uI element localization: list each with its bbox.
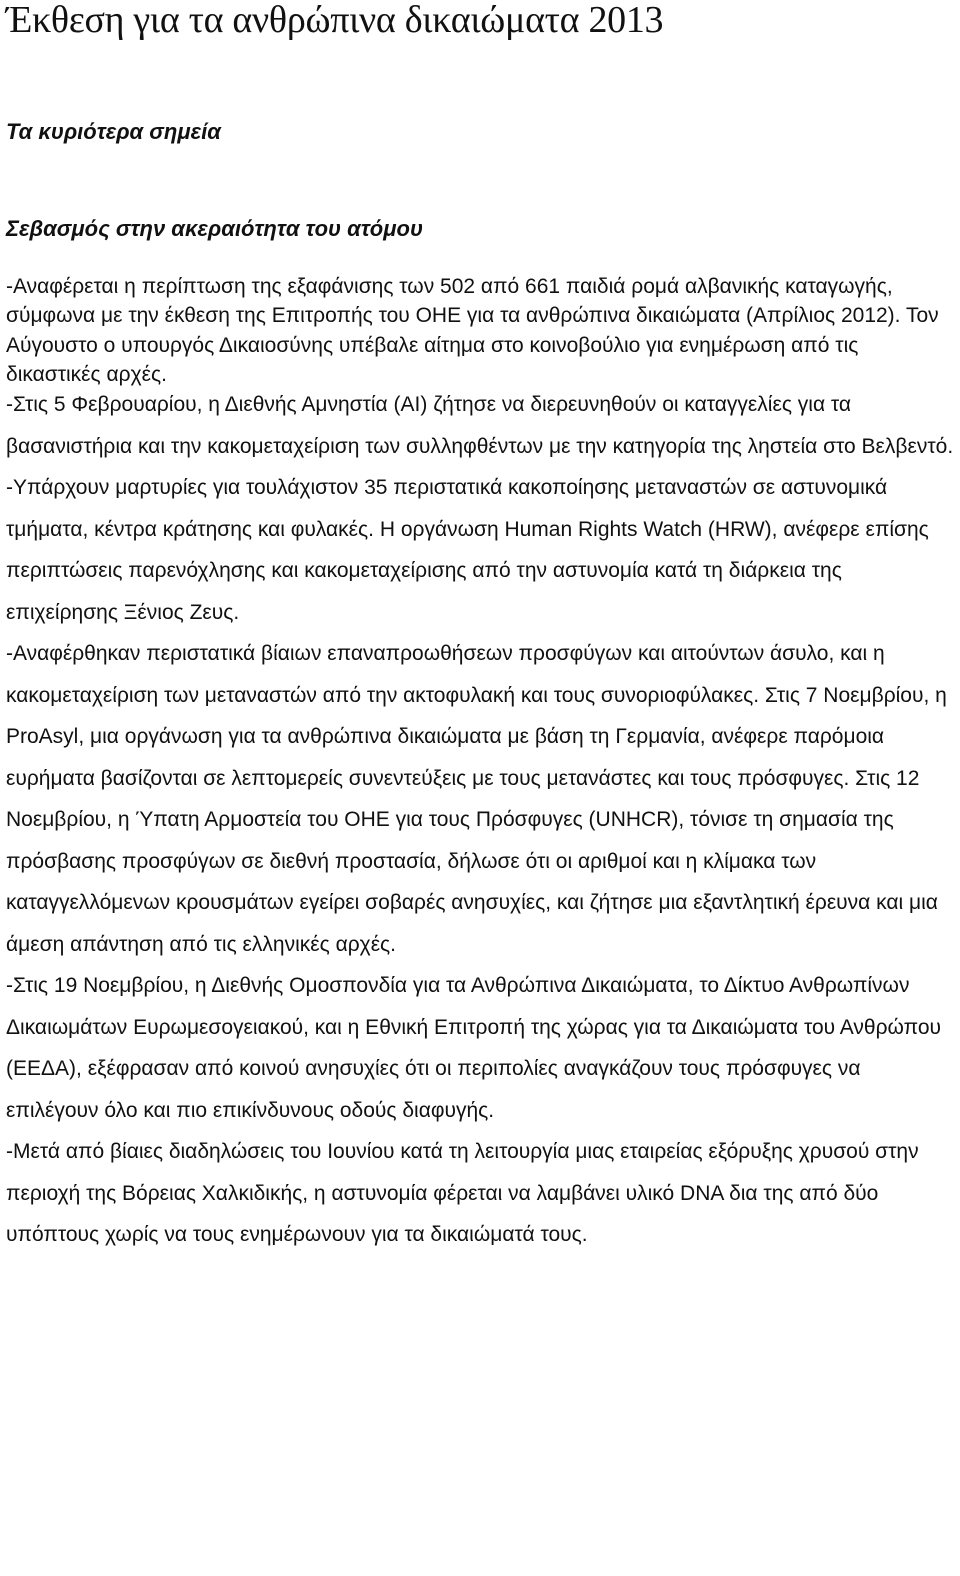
paragraph-migrant-abuse: -Υπάρχουν μαρτυρίες για τουλάχιστον 35 περιστατικά κακοποίησης μεταναστών σε αστυνομικά τμήματα, κέντρα κράτησης και φυλακές. Η οργάνωση Human Rights Watch (HRW), ανέφερε επίσης περιπτώσεις παρενόχλησης και κακομεταχείρισης από την αστυνομία κατά τη διάρκεια της επιχείρησης Ξένιος Ζευς. [6,476,929,624]
paragraph-halkidiki-dna: -Μετά από βίαιες διαδηλώσεις του Ιουνίου κατά τη λειτουργία μιας εταιρείας εξόρυξης χρυσού στην περιοχή της Βόρειας Χαλκιδικής, η αστυνομία φέρεται να λαμβάνει υλικό DNA δια της από δύο υπόπτους χωρίς να τους ενημέρωνουν για τα δικαιώματά τους. [6,1140,919,1247]
heading-highlights: Τα κυριότερα σημεία [6,119,221,144]
heading-person-integrity: Σεβασμός στην ακεραιότητα του ατόμου [6,216,423,241]
document-title: Έκθεση για τα ανθρώπινα δικαιώματα 2013 [6,0,664,41]
paragraph-fidh-patrols: -Στις 19 Νοεμβρίου, η Διεθνής Ομοσπονδία για τα Ανθρώπινα Δικαιώματα, το Δίκτυο Ανθρωπίνων Δικαιωμάτων Ευρωμεσογειακού, και η Εθνική Επιτροπή της χώρας για τα Δικαιώματα του Ανθρώπου (ΕΕΔΑ), εξέφρασαν από κοινού ανησυχίες ότι οι περιπολίες αναγκάζουν τους πρόσφυγες να επιλέγουν όλο και πιο επικίνδυνους οδούς διαφυγής. [6,974,942,1122]
paragraph-roma-children: -Αναφέρεται η περίπτωση της εξαφάνισης των 502 από 661 παιδιά ρομά αλβανικής καταγωγής, σύμφωνα με την έκθεση της Επιτροπής του ΟΗΕ για τα ανθρώπινα δικαιώματα (Απρίλιος 2012). Τον Αύγουστο ο υπουργός Δικαιοσύνης υπέβαλε αίτημα στο κοινοβούλιο για ενημέρωση από τις δικαστικές αρχές. [6,275,939,386]
paragraph-amnesty-velvento: -Στις 5 Φεβρουαρίου, η Διεθνής Αμνηστία (AI) ζήτησε να διερευνηθούν οι καταγγελίες για τα βασανιστήρια και την κακομεταχείριση των συλληφθέντων με την κατηγορία της ληστεία στο Βελβεντό. [6,393,954,458]
paragraph-pushbacks: -Αναφέρθηκαν περιστατικά βίαιων επαναπροωθήσεων προσφύγων και αιτούντων άσυλο, και η κακομεταχείριση των μεταναστών από την ακτοφυλακή και τους συνοριοφύλακες. Στις 7 Νοεμβρίου, η ProAsyl, μια οργάνωση για τα ανθρώπινα δικαιώματα με βάση τη Γερμανία, ανέφερε παρόμοια ευρήματα βασίζονται σε λεπτομερείς συνεντεύξεις με τους μετανάστες και τους πρόσφυγες. Στις 12 Νοεμβρίου, η Ύπατη Αρμοστεία του ΟΗΕ για τους Πρόσφυγες (UNHCR), τόνισε τη σημασία της πρόσβασης προσφύγων σε διεθνή προστασία, δήλωσε ότι οι αριθμοί και η κλίμακα των καταγγελλόμενων κρουσμάτων εγείρει σοβαρές ανησυχίες, και ζήτησε μια εξαντλητική έρευνα και μια άμεση απάντηση από τις ελληνικές αρχές. [6,642,947,956]
